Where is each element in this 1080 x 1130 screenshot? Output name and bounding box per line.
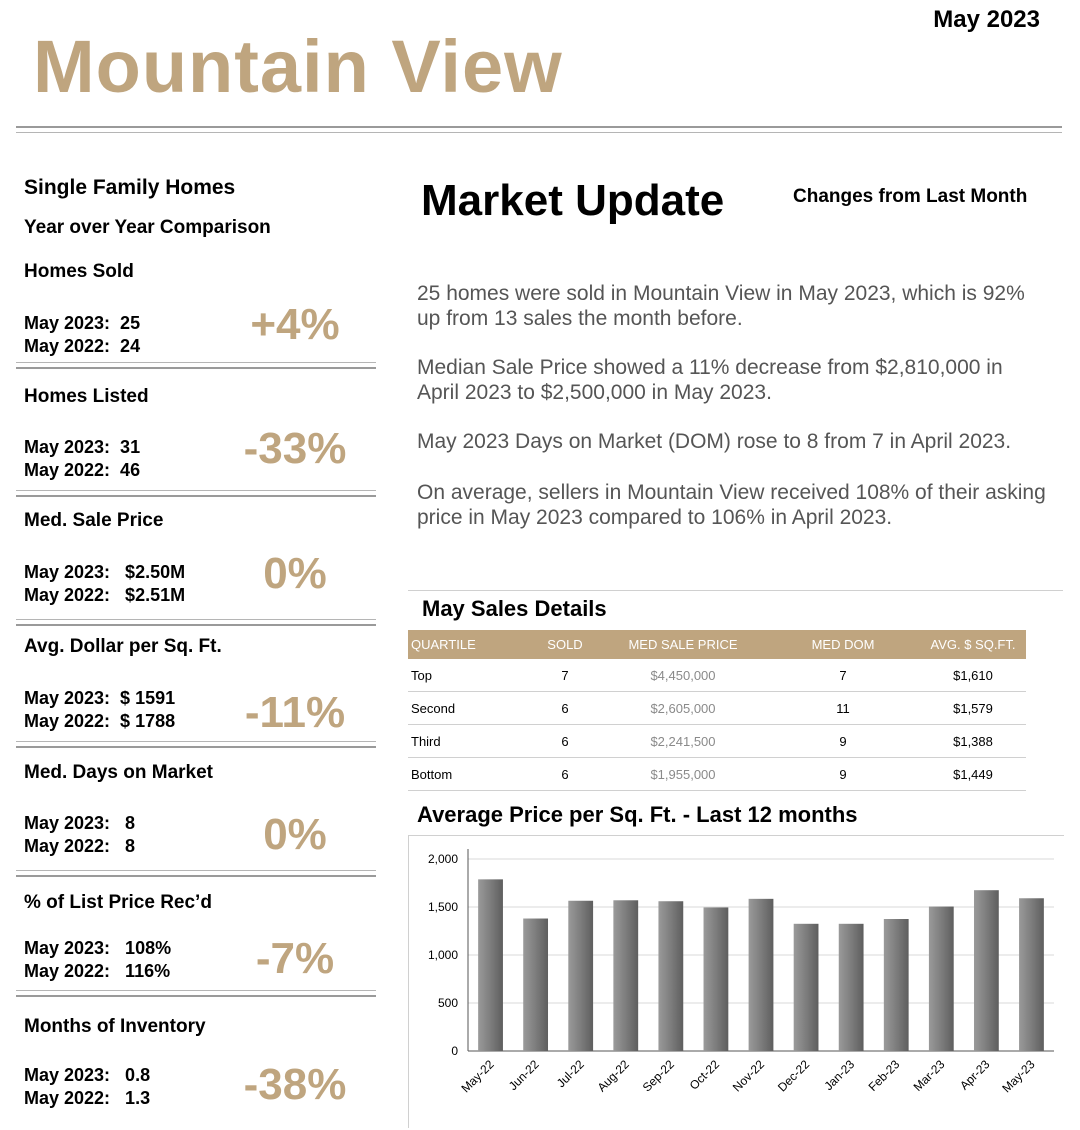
column-header-med-dom: MED DOM: [766, 630, 920, 659]
table-cell: Third: [408, 725, 530, 758]
y-tick-label: 1,500: [427, 900, 458, 914]
metric-divider: [16, 990, 376, 997]
metric-current-list-price-received: May 2023: 108%: [24, 938, 172, 958]
metric-label-med-sale-price: Med. Sale Price: [24, 510, 164, 531]
metric-label-homes-listed: Homes Listed: [24, 386, 149, 407]
bar: [974, 890, 999, 1051]
table-cell: $1,449: [920, 758, 1026, 791]
table-top-rule: [408, 590, 1063, 591]
table-header-row: [408, 630, 1026, 659]
x-tick-label: Jan-23: [821, 1057, 858, 1094]
sales-table-title: May Sales Details: [422, 596, 607, 621]
bar: [794, 924, 819, 1051]
title-divider-bottom: [16, 132, 1062, 133]
table-cell: 6: [530, 725, 600, 758]
table-cell: $1,579: [920, 692, 1026, 725]
x-tick-label: Mar-23: [910, 1057, 948, 1095]
table-row: [408, 692, 1026, 725]
column-header-quartile: QUARTILE: [408, 630, 530, 659]
table-cell: Second: [408, 692, 530, 725]
metric-current-avg-dollar-sqft: May 2023: $ 1591: [24, 688, 176, 708]
table-cell: 7: [530, 659, 600, 692]
changes-from-last-month-label: Changes from Last Month: [793, 186, 1028, 207]
table-cell: 9: [766, 725, 920, 758]
page-title: Mountain View: [33, 25, 563, 108]
table-cell: 7: [766, 659, 920, 692]
bar: [929, 907, 954, 1051]
metric-change-homes-sold: +4%: [250, 300, 340, 349]
x-tick-label: May-22: [458, 1057, 497, 1096]
metric-previous-months-of-inventory: May 2022: 1.3: [24, 1088, 151, 1108]
x-tick-label: Feb-23: [865, 1057, 903, 1095]
table-cell: Bottom: [408, 758, 530, 791]
market-update-title: Market Update: [421, 176, 725, 225]
avg-price-sqft-bar-chart: [408, 835, 1063, 1127]
table-row: [408, 659, 1026, 692]
metric-divider: [16, 870, 376, 877]
column-header-med-sale-price: MED SALE PRICE: [600, 630, 766, 659]
metric-divider: [16, 741, 376, 748]
x-tick-label: Aug-22: [594, 1057, 632, 1095]
metric-change-homes-listed: -33%: [243, 424, 347, 473]
market-paragraph: 25 homes were sold in Mountain View in May 2023, which is 92% up from 13 sales the month before.: [417, 282, 1025, 330]
bar: [613, 900, 638, 1051]
metric-previous-avg-dollar-sqft: May 2022: $ 1788: [24, 711, 176, 731]
bar: [839, 924, 864, 1051]
market-paragraph: May 2023 Days on Market (DOM) rose to 8 from 7 in April 2023.: [417, 430, 1012, 453]
table-row: [408, 725, 1026, 758]
table-cell: $2,241,500: [600, 725, 766, 758]
metric-divider: [16, 490, 376, 497]
bar: [523, 919, 548, 1051]
bar: [658, 901, 683, 1051]
metric-change-med-sale-price: 0%: [263, 549, 327, 598]
metric-previous-med-days-on-market: May 2022: 8: [24, 836, 136, 856]
metric-label-med-days-on-market: Med. Days on Market: [24, 762, 213, 783]
x-tick-label: Jun-22: [505, 1057, 542, 1094]
section-heading: Single Family Homes: [24, 176, 236, 199]
metric-label-list-price-received: % of List Price Rec’d: [24, 892, 212, 913]
table-cell: 6: [530, 692, 600, 725]
metric-current-homes-listed: May 2023: 31: [24, 437, 141, 457]
table-cell: $1,955,000: [600, 758, 766, 791]
column-header-sold: SOLD: [530, 630, 600, 659]
metric-divider: [16, 362, 376, 369]
table-row: [408, 758, 1026, 791]
section-subheading: Year over Year Comparison: [24, 217, 271, 238]
table-cell: Top: [408, 659, 530, 692]
metric-previous-med-sale-price: May 2022: $2.51M: [24, 585, 186, 605]
metric-change-list-price-received: -7%: [255, 934, 335, 983]
table-cell: 6: [530, 758, 600, 791]
table-cell: $1,610: [920, 659, 1026, 692]
metric-label-homes-sold: Homes Sold: [24, 261, 134, 282]
x-tick-label: Sep-22: [639, 1057, 677, 1095]
chart-title: Average Price per Sq. Ft. - Last 12 months: [417, 802, 858, 827]
x-tick-label: Dec-22: [774, 1057, 813, 1095]
y-tick-label: 2,000: [427, 852, 458, 866]
bar: [1019, 898, 1044, 1051]
table-cell: 11: [766, 692, 920, 725]
y-tick-label: 0: [451, 1044, 458, 1058]
metric-previous-list-price-received: May 2022: 116%: [24, 961, 171, 981]
metric-divider: [16, 619, 376, 626]
bar: [749, 899, 774, 1051]
metric-previous-homes-listed: May 2022: 46: [24, 460, 141, 480]
table-cell: 9: [766, 758, 920, 791]
bar: [568, 901, 593, 1051]
market-paragraph: Median Sale Price showed a 11% decrease from $2,810,000 in April 2023 to $2,500,000 in May 2023.: [417, 356, 1003, 404]
sales-details-table: [408, 630, 1026, 791]
table-cell: $1,388: [920, 725, 1026, 758]
bar: [884, 919, 909, 1051]
metric-current-homes-sold: May 2023: 25: [24, 313, 141, 333]
column-header-avg-sqft: AVG. $ SQ.FT.: [920, 630, 1026, 659]
y-tick-label: 1,000: [427, 948, 458, 962]
title-divider-top: [16, 126, 1062, 128]
y-tick-label: 500: [437, 996, 458, 1010]
metric-current-med-days-on-market: May 2023: 8: [24, 813, 136, 833]
metric-change-months-of-inventory: -38%: [243, 1060, 347, 1109]
table-cell: $2,605,000: [600, 692, 766, 725]
x-tick-label: Jul-22: [553, 1057, 587, 1091]
report-date: May 2023: [933, 6, 1040, 33]
metric-change-avg-dollar-sqft: -11%: [244, 688, 346, 737]
x-tick-label: Nov-22: [729, 1057, 768, 1095]
metric-label-months-of-inventory: Months of Inventory: [24, 1016, 206, 1037]
x-tick-label: Apr-23: [957, 1057, 993, 1093]
metric-label-avg-dollar-sqft: Avg. Dollar per Sq. Ft.: [24, 636, 222, 657]
metric-previous-homes-sold: May 2022: 24: [24, 336, 141, 356]
metric-current-months-of-inventory: May 2023: 0.8: [24, 1065, 151, 1085]
x-tick-label: May-23: [999, 1057, 1038, 1096]
bar: [704, 907, 729, 1051]
market-paragraph: On average, sellers in Mountain View received 108% of their asking price in May 2023 compared to 106% in April 2023.: [417, 481, 1046, 529]
x-tick-label: Oct-22: [686, 1057, 723, 1093]
metric-current-med-sale-price: May 2023: $2.50M: [24, 562, 186, 582]
bar: [478, 879, 503, 1051]
metric-change-med-days-on-market: 0%: [263, 810, 327, 859]
table-cell: $4,450,000: [600, 659, 766, 692]
